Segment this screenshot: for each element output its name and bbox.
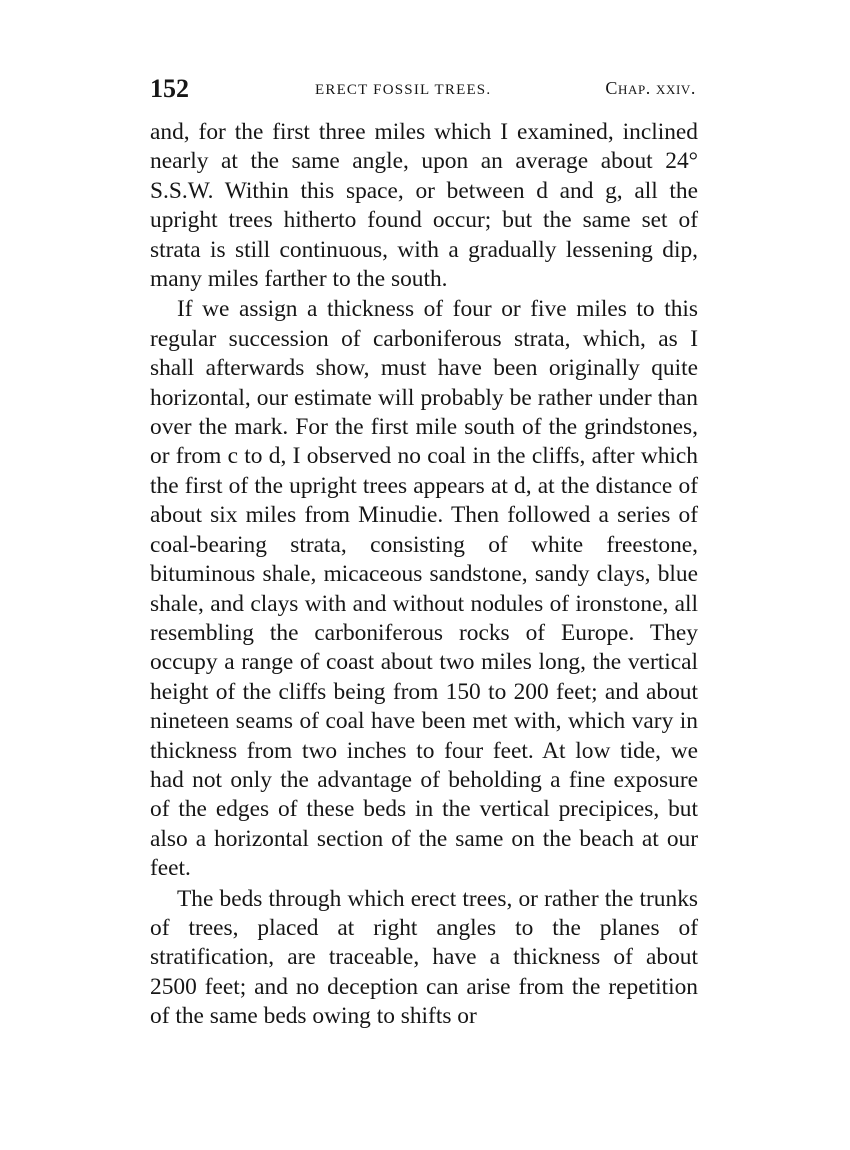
running-head: [150, 74, 696, 106]
chapter-reference: Chap. xxiv.: [605, 78, 696, 98]
page-number: 152: [150, 74, 189, 103]
paragraph-continued: and, for the first three miles which I examined, inclined nearly at the same angle, upon an average about 24° S.S.W. Within this space, or between d and g, all the upright trees hitherto found occur; but the same set of strata is still continuous, with a gradually lessening dip, many miles farther to the south.: [150, 119, 698, 293]
paragraph: If we assign a thickness of four or five miles to this regular succession of carboniferous strata, which, as I shall afterwards show, must have been originally quite horizontal, our estimate will probably be rather under than over the mark. For the first mile south of the grindstones, or from c to d, I observed no coal in the cliffs, after which the first of the upright trees appears at d, at the distance of about six miles from Minudie. Then followed a series of coal-bearing strata, consisting of white freestone, bituminous shale, micaceous sandstone, sandy clays, blue shale, and clays with and without nodules of ironstone, all resembling the carboniferous rocks of Europe. They occupy a range of coast about two miles long, the vertical height of the cliffs being from 150 to 200 feet; and about nineteen seams of coal have been met with, which vary in thickness from two inches to four feet. At low tide, we had not only the advantage of beholding a fine exposure of the edges of these beds in the vertical precipices, but also a horizontal section of the same on the beach at our feet.: [150, 296, 698, 882]
body-text: [150, 118, 698, 1032]
running-title: ERECT FOSSIL TREES.: [315, 82, 492, 98]
paragraph: The beds through which erect trees, or rather the trunks of trees, placed at right angles to the planes of stratification, are traceable, have a thickness of about 2500 feet; and no deception can arise from the repetition of the same beds owing to shifts or: [150, 885, 698, 1030]
